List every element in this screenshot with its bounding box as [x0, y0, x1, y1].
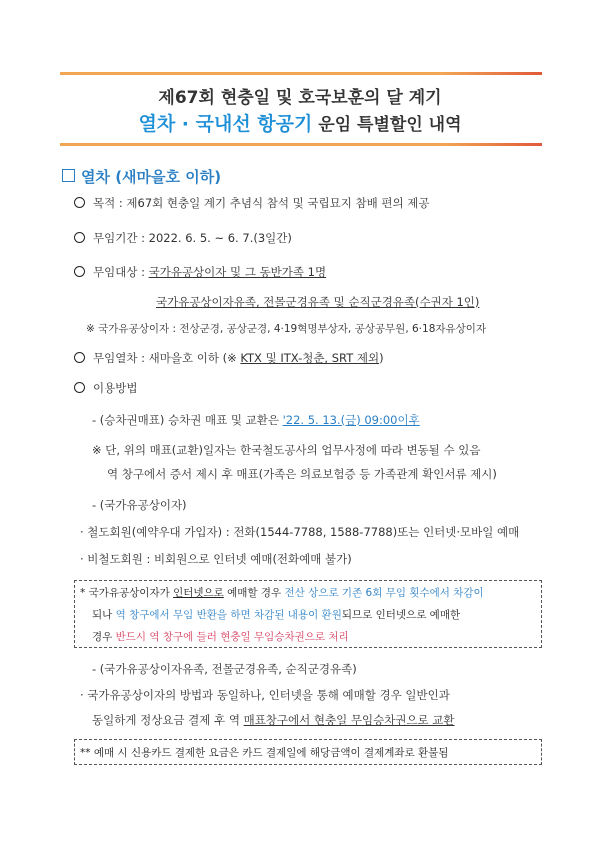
item-target-sub: 국가유공상이자유족, 전몰군경유족 및 순직군경유족(수권자 1인)	[156, 295, 480, 309]
item-target	[74, 264, 326, 280]
family-heading: - (국가유공상이자유족, 전몰군경유족, 순직군경유족)	[92, 662, 357, 676]
box2-text: ** 예매 시 신용카드 결제한 요금은 카드 결제일에 해당금액이 결제계좌로 환불됨	[80, 747, 449, 759]
item-target-prefix: 무임대상 :	[93, 265, 149, 279]
box1-l1-b: 인터넷으로	[173, 587, 224, 599]
bullet-circle-icon	[74, 352, 85, 363]
item-train-prefix: 무임열차 : 새마을호 이하 (※	[93, 351, 241, 365]
family-l2-a: 동일하게 정상요금 결제 후 역	[92, 713, 244, 727]
title-line-2-dark: 운임 특별할인 내역	[312, 115, 462, 135]
title-line-2	[60, 109, 540, 136]
title-frame	[60, 72, 540, 146]
item-train	[74, 350, 384, 366]
ticket-note-1: ※ 단, 위의 매표(교환)일자는 한국철도공사의 업무사정에 따라 변동될 수 있음	[92, 443, 481, 457]
ticket-line	[92, 412, 420, 428]
bullet-circle-icon	[74, 266, 85, 277]
ticket-date: '22. 5. 13.(금) 09:00이후	[282, 413, 420, 427]
section-heading-label: 열차 (새마을호 이하)	[81, 168, 222, 186]
title-frame-accent-top	[442, 72, 542, 75]
bullet-circle-icon	[74, 232, 85, 243]
item-train-suffix: )	[379, 351, 384, 365]
checkbox-square-icon	[62, 169, 75, 182]
box1-l2-c: 되므로 인터넷으로 예매한	[341, 609, 461, 621]
title-line-2-blue: 열차 · 국내선 항공기	[138, 113, 313, 135]
family-line-1: · 국가유공상이자의 방법과 동일하나, 인터넷을 통해 예매할 경우 일반인과	[80, 688, 450, 702]
bullet-circle-icon	[74, 197, 85, 208]
title-line-1: 제67회 현충일 및 호국보훈의 달 계기	[158, 88, 442, 108]
box1-l3-b: 반드시 역 창구에 들러 현충일 무임승차권으로 처리	[115, 631, 349, 643]
section-heading-train	[62, 166, 221, 187]
injured-heading: - (국가유공상이자)	[92, 498, 187, 512]
box1-l1-a: * 국가유공상이자가	[80, 587, 174, 599]
item-target-main: 국가유공상이자 및 그 동반가족 1명	[148, 265, 327, 279]
title-frame-accent-bottom	[442, 143, 542, 146]
box1-line-2	[92, 607, 460, 622]
member-line: · 철도회원(예약우대 가입자) : 전화(1544-7788, 1588-7788)또는 인터넷·모바일 예매	[80, 525, 520, 539]
item-purpose-text: 목적 : 제67회 현충일 계기 추념식 참석 및 국립묘지 참배 편의 제공	[93, 196, 430, 210]
ticket-note-2: 역 창구에서 증서 제시 후 매표(가족은 의료보험증 등 가족관계 확인서류 제시)	[107, 467, 497, 481]
nonmember-line: · 비철도회원 : 비회원으로 인터넷 예매(전화예매 불가)	[80, 552, 352, 566]
box1-line-1	[80, 585, 484, 600]
item-method-text: 이용방법	[93, 381, 138, 395]
item-period-text: 무임기간 : 2022. 6. 5. ~ 6. 7.(3일간)	[93, 231, 292, 245]
family-line-2	[92, 712, 455, 728]
box1-l3-a: 경우	[92, 631, 116, 643]
box1-l1-c: 예매할 경우	[223, 587, 285, 599]
family-l2-b: 매표창구에서 현충일 무임승차권으로 교환	[243, 713, 455, 727]
box1-l2-a: 되나	[92, 609, 116, 621]
item-period	[74, 230, 292, 246]
item-target-note: ※ 국가유공상이자 : 전상군경, 공상군경, 4·19혁명부상자, 공상공무원, 6·18자유상이자	[86, 323, 487, 335]
box1-l1-d: 전산 상으로 기존 6회 무임 횟수에서 차감이	[284, 587, 484, 599]
bullet-circle-icon	[74, 382, 85, 393]
item-train-exclusion: KTX 및 ITX-청춘, SRT 제외	[240, 351, 380, 365]
item-method	[74, 380, 137, 396]
item-purpose	[74, 195, 429, 211]
ticket-prefix: - (승차권매표) 승차권 매표 및 교환은	[92, 413, 283, 427]
box1-line-3	[92, 629, 349, 644]
box1-l2-b: 역 창구에서 무임 반환을 하면 차감된 내용이 환원	[115, 609, 342, 621]
